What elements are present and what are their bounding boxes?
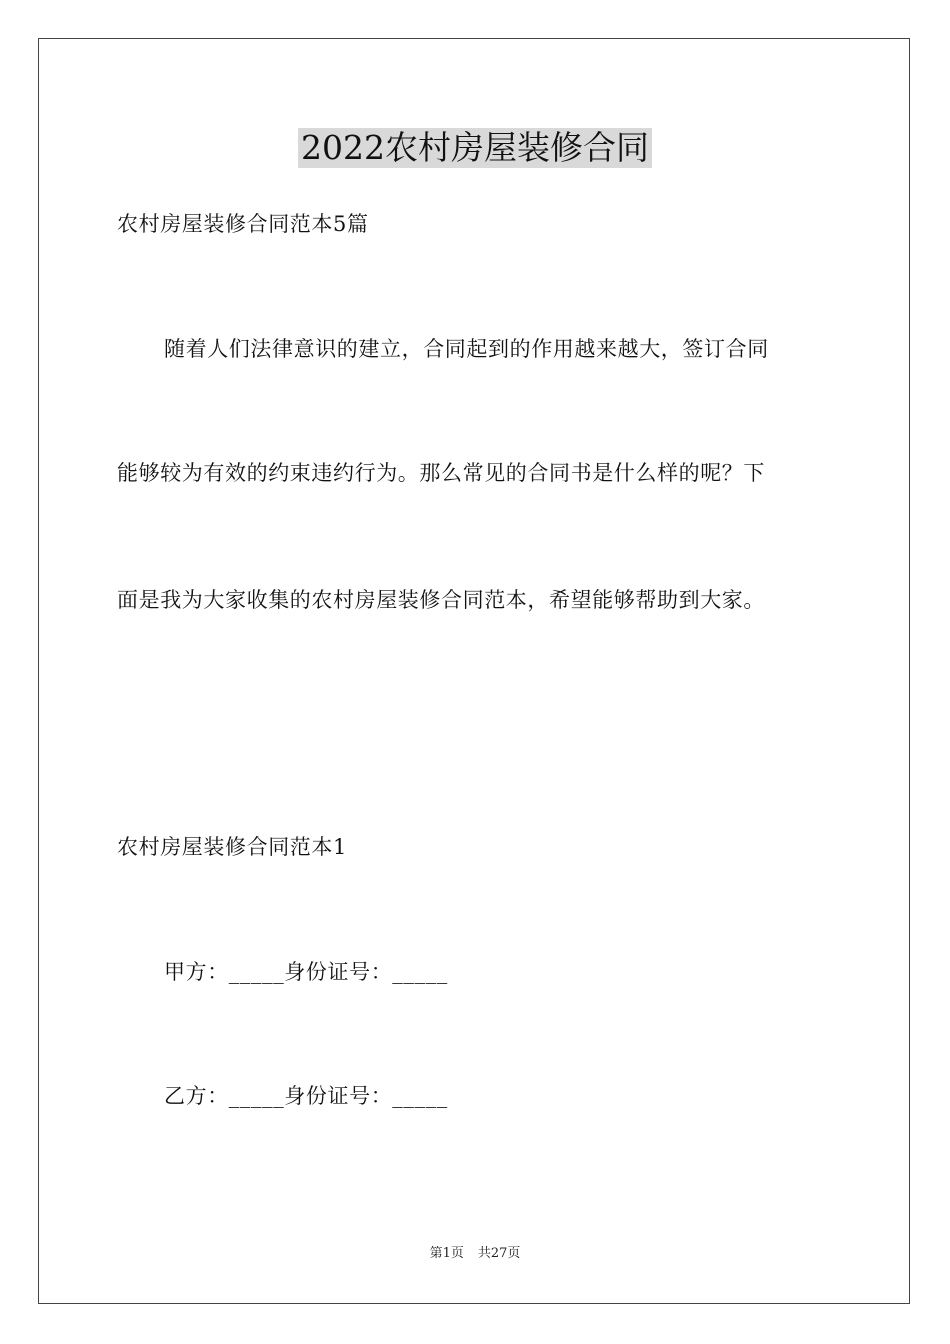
- section-heading: 农村房屋装修合同范本1: [117, 835, 347, 859]
- intro-line-3: 面是我为大家收集的农村房屋装修合同范本，希望能够帮助到大家。: [117, 588, 765, 612]
- page-footer: [0, 1245, 950, 1263]
- page-number: 第1页: [429, 1246, 464, 1261]
- intro-line-2: 能够较为有效的约束违约行为。那么常见的合同书是什么样的呢？下: [117, 461, 765, 485]
- document-subtitle: 农村房屋装修合同范本5篇: [117, 212, 369, 236]
- intro-line-1: 随着人们法律意识的建立，合同起到的作用越来越大，签订合同: [164, 337, 769, 361]
- party-a-line: 甲方：_____身份证号：_____: [164, 960, 448, 984]
- party-b-line: 乙方：_____身份证号：_____: [164, 1084, 448, 1108]
- document-title: 2022农村房屋装修合同: [298, 128, 652, 168]
- title-container: [0, 128, 950, 168]
- total-pages: 共27页: [477, 1246, 521, 1261]
